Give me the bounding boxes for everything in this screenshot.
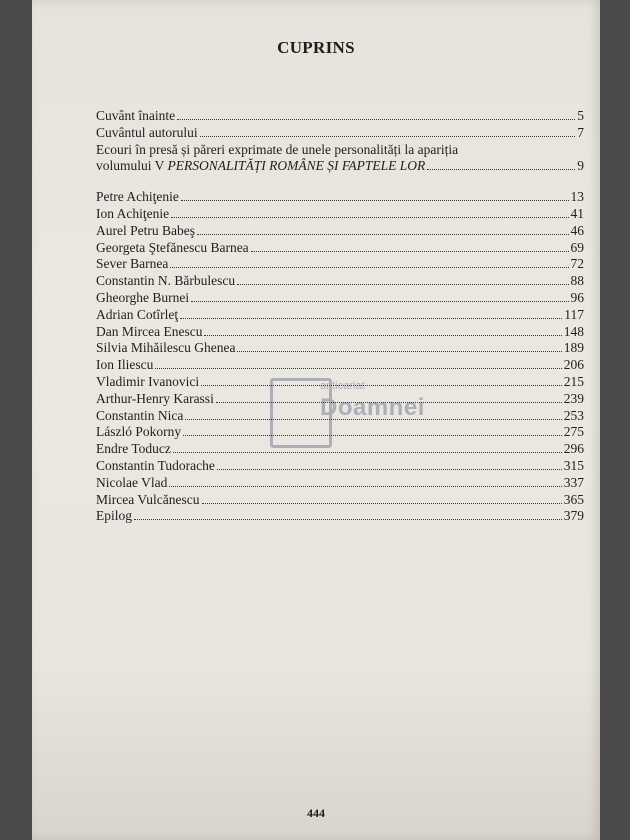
- toc-entry-page: 46: [570, 222, 584, 238]
- toc-entry: [96, 108, 584, 125]
- toc-entry-page: 296: [563, 441, 584, 457]
- toc-entry-page: 365: [563, 491, 584, 507]
- toc-entry-page: 315: [563, 457, 584, 473]
- toc-entry-page: 215: [563, 373, 584, 389]
- toc-entry-label: Silvia Mihăilescu Ghenea: [96, 340, 236, 356]
- toc-entry-page: 253: [563, 407, 584, 423]
- leader-dots: [191, 301, 568, 302]
- leader-dots: [134, 519, 562, 520]
- toc-entry-page: 88: [570, 273, 584, 289]
- toc-entry-ecouri-line1: Ecouri în presă și păreri exprimate de unele personalități la apariția: [96, 141, 459, 157]
- leader-dots: [177, 119, 575, 120]
- toc-entry-label: Nicolae Vlad: [96, 474, 168, 490]
- toc-entry-label: Dan Mircea Enescu: [96, 323, 203, 339]
- leader-dots: [427, 169, 575, 170]
- leader-dots: [155, 368, 561, 369]
- toc-entry-page: 379: [563, 508, 584, 524]
- toc-entry: [96, 340, 584, 357]
- leader-dots: [173, 452, 562, 453]
- toc-entries-list: [96, 189, 584, 525]
- toc-entry: [96, 206, 584, 223]
- toc-entry-label: Petre Achiţenie: [96, 189, 179, 205]
- leader-dots: [169, 486, 561, 487]
- table-of-contents: [96, 108, 584, 525]
- toc-entry-label: Aurel Petru Babeş: [96, 222, 195, 238]
- ecouri-prefix: volumului V: [96, 158, 168, 174]
- watermark-small-text: anticariat: [320, 380, 365, 392]
- toc-entry-page: 189: [563, 340, 584, 356]
- spacer: [96, 175, 584, 189]
- toc-entry: [96, 189, 584, 206]
- toc-entry-label: Epilog: [96, 508, 132, 524]
- toc-entry-page: 96: [570, 289, 584, 305]
- toc-entry: [96, 508, 584, 525]
- toc-entry-label: Constantin Tudorache: [96, 457, 215, 473]
- toc-entry-label: Georgeta Ştefănescu Barnea: [96, 239, 249, 255]
- toc-entry-label: Arthur-Henry Karassi: [96, 390, 214, 406]
- toc-entry-page: 117: [564, 306, 584, 322]
- toc-entry-page: 239: [563, 390, 584, 406]
- leader-dots: [170, 267, 568, 268]
- leader-dots: [217, 469, 562, 470]
- toc-entry: [96, 458, 584, 475]
- leader-dots: [171, 217, 568, 218]
- toc-entry-label: Vladimir Ivanovici: [96, 373, 200, 389]
- leader-dots: [237, 351, 561, 352]
- toc-entry: [96, 324, 584, 341]
- toc-entry-page: 275: [563, 424, 584, 440]
- toc-entry-label: Ion Iliescu: [96, 357, 154, 373]
- toc-entry: [96, 256, 584, 273]
- toc-entry-label: Gheorghe Burnei: [96, 289, 190, 305]
- leader-dots: [204, 335, 561, 336]
- toc-entry-label: Sever Barnea: [96, 256, 169, 272]
- toc-entry-page: 206: [563, 357, 584, 373]
- page-title: CUPRINS: [277, 38, 355, 57]
- leader-dots: [237, 284, 568, 285]
- toc-entry: [96, 475, 584, 492]
- toc-entry-page: 72: [570, 256, 584, 272]
- toc-entry-page: 9: [577, 158, 584, 174]
- page-number: 444: [307, 806, 325, 820]
- toc-entry-label: Mircea Vulcănescu: [96, 491, 200, 507]
- toc-entry: [96, 307, 584, 324]
- toc-entry-label: Ion Achiţenie: [96, 205, 170, 221]
- toc-entry-page: 337: [563, 474, 584, 490]
- toc-entry-label: Constantin Nica: [96, 407, 184, 423]
- leader-dots: [197, 234, 569, 235]
- book-page: [32, 0, 600, 840]
- toc-entry-page: 5: [577, 108, 584, 123]
- toc-entry-page: 41: [570, 205, 584, 221]
- toc-entry: [96, 223, 584, 240]
- ecouri-book-title: PERSONALITĂȚI ROMÂNE ȘI FAPTELE LOR: [167, 158, 426, 174]
- toc-entry: [96, 273, 584, 290]
- leader-dots: [251, 251, 569, 252]
- toc-entry-label: Endre Toducz: [96, 441, 171, 457]
- toc-entry: [96, 240, 584, 257]
- toc-entry-label: Adrian Cotîrleţ: [96, 306, 179, 322]
- toc-entry-label: László Pokorny: [96, 424, 182, 440]
- toc-entry-label: Constantin N. Bărbulescu: [96, 273, 236, 289]
- leader-dots: [202, 503, 562, 504]
- toc-entry-page: 13: [570, 189, 584, 205]
- toc-entry: [96, 125, 584, 142]
- toc-entry-label: Cuvânt înainte: [96, 108, 176, 123]
- toc-entry-label: Cuvântul autorului: [96, 124, 198, 140]
- leader-dots: [200, 136, 576, 137]
- watermark-main-text: Doamnei: [320, 394, 425, 421]
- toc-entry: [96, 492, 584, 509]
- toc-entry: [96, 290, 584, 307]
- toc-entry-page: 7: [577, 124, 584, 140]
- watermark-logo: [270, 378, 425, 448]
- leader-dots: [181, 200, 569, 201]
- toc-entry: [96, 357, 584, 374]
- toc-entry-ecouri-line2: [96, 158, 584, 175]
- toc-entry-page: 148: [563, 323, 584, 339]
- toc-entry-page: 69: [570, 239, 584, 255]
- leader-dots: [180, 318, 562, 319]
- toc-entry-label: [96, 158, 425, 175]
